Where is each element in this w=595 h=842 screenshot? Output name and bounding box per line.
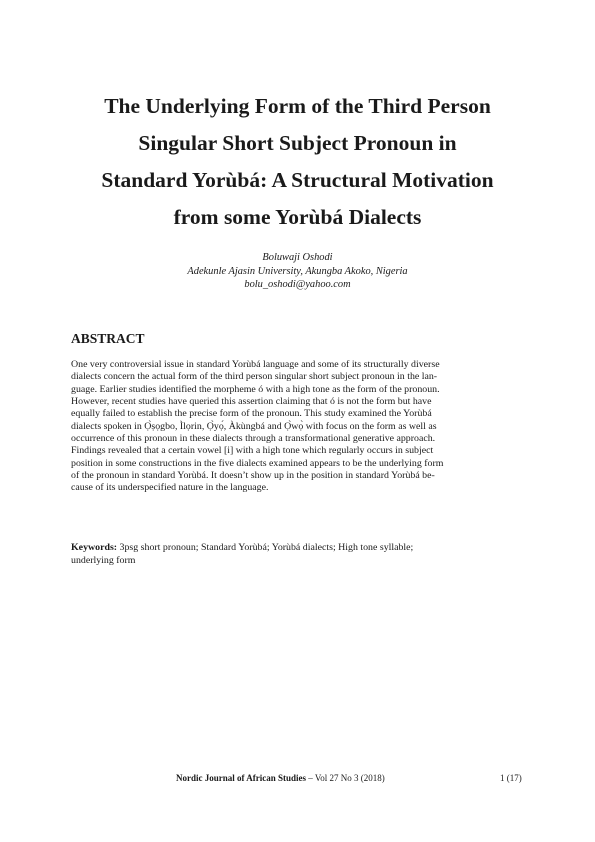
abstract-body: [71, 359, 523, 495]
title-line: Standard Yorùbá: A Structural Motivation: [101, 168, 494, 192]
abstract-line: Findings revealed that a certain vowel [i] with a high tone which regularly occurs in subject: [71, 445, 434, 457]
paper-title: [60, 88, 535, 236]
abstract-line: dialects spoken in Ọ̀ṣọgbo, Ìlọrin, Ọ̀yọ́, Àkùngbá and Ọ̀wọ̀ with focus on the form as well as: [71, 420, 437, 432]
author-affiliation: Adekunle Ajasin University, Akungba Akoko, Nigeria: [187, 265, 408, 277]
abstract-line: cause of its underspecified nature in the language.: [71, 482, 269, 494]
abstract-line: of the pronoun in standard Yorùbá. It doesn’t show up in the position in standard Yorùbá be-: [71, 470, 435, 482]
abstract-line: position in some constructions in the five dialects examined appears to be the underlying form: [71, 457, 444, 469]
author-block: [60, 251, 535, 292]
keywords-text: 3psg short pronoun; Standard Yorùbá; Yorùbá dialects; High tone syllable;: [119, 542, 414, 553]
page-number: 1 (17): [500, 773, 522, 783]
footer-journal: [176, 773, 385, 783]
keywords-label: Keywords:: [71, 542, 118, 553]
keywords-line: [71, 542, 523, 555]
abstract-line: occurrence of this pronoun in these dialects through a transformational generative approach.: [71, 433, 436, 445]
abstract-heading: ABSTRACT: [71, 331, 145, 346]
abstract-line: guage. Earlier studies identified the morpheme ó with a high tone as the form of the pronoun.: [71, 383, 440, 395]
keywords-block: [71, 542, 523, 567]
journal-issue: – Vol 27 No 3 (2018): [308, 773, 385, 783]
author-email: bolu_oshodi@yahoo.com: [244, 279, 351, 290]
title-line: The Underlying Form of the Third Person: [104, 94, 491, 118]
title-line: Singular Short Subject Pronoun in: [138, 131, 457, 155]
abstract-line: One very controversial issue in standard Yorùbá language and some of its structurally diverse: [71, 359, 440, 370]
abstract-line: dialects concern the actual form of the third person singular short subject pronoun in the lan-: [71, 371, 438, 383]
journal-name: Nordic Journal of African Studies: [176, 773, 307, 783]
author-name: Boluwaji Oshodi: [262, 252, 333, 263]
abstract-line: However, recent studies have queried this assertion claiming that ó is not the form but have: [71, 396, 432, 408]
abstract-line: equally failed to establish the precise form of the pronoun. This study examined the Yorùbá: [71, 408, 432, 420]
title-line: from some Yorùbá Dialects: [173, 205, 422, 229]
keywords-text-continued: underlying form: [71, 554, 136, 566]
